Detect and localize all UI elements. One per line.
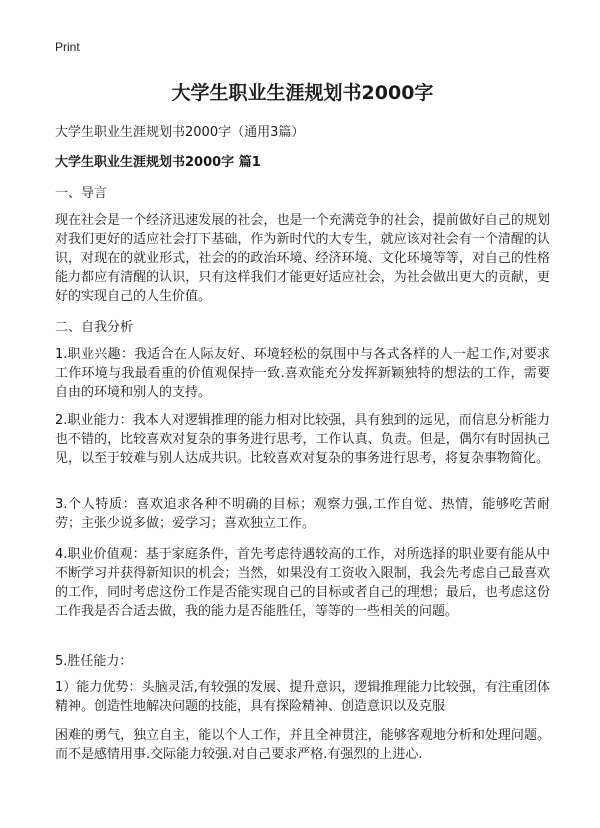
heading-intro: 一、导言 (55, 186, 108, 201)
print-button[interactable]: Print (55, 40, 80, 54)
paragraph-career-values: 4.职业价值观：基于家庭条件，首先考虑待遇较高的工作，对所选择的职业要有能从中不断学习并获得新知识的机会；当然，如果没有工资收入限制，我会先考虑自己最喜欢的工作，同时考虑这份工作是否能实现自己的目标或者自己的理想；最后，也考虑这份工作我是否合适去做，我的能力是否能胜任，等等的一些相关的问题。 (55, 547, 550, 619)
heading-self-analysis: 二、自我分析 (55, 320, 134, 335)
heading-competency: 5.胜任能力： (55, 654, 133, 669)
document-title: 大学生职业生涯规划书2000字 (171, 82, 434, 104)
paragraph-ability-continued: 困难的勇气，独立自主，能以个人工作，并且全神贯注，能够客观地分析和处理问题。而不是感情用事.交际能力较强.对自己要求严格.有强烈的上进心. (55, 728, 550, 762)
paragraph-intro: 现在社会是一个经济迅速发展的社会，也是一个充满竞争的社会，提前做好自己的规划对我们更好的适应社会打下基础，作为新时代的大专生，就应该对社会有一个清醒的认识，对现在的就业形式，社会的的政治环境、经济环境、文化环境等等，对自己的性格能力都应有清醒的认识，只有这样我们才能更好适应社会，为社会做出更大的贡献，更好的实现自己的人生价值。 (55, 213, 550, 304)
paragraph-ability-advantage: 1）能力优势：头脑灵活,有较强的发展、提升意识，逻辑推理能力比较强，有注重团体精神。创造性地解决问题的技能，具有探险精神、创造意识以及克服 (55, 680, 550, 714)
section-title: 大学生职业生涯规划书2000字 篇1 (55, 155, 261, 170)
document-subtitle: 大学生职业生涯规划书2000字（通用3篇） (55, 125, 305, 140)
paragraph-career-interest: 1.职业兴趣：我适合在人际友好、环境轻松的氛围中与各式各样的人一起工作,对要求工作环境与我最看重的价值观保持一致.喜欢能充分发挥新颖独特的想法的工作，需要自由的环境和别人的支持。 (55, 347, 550, 400)
paragraph-career-ability: 2.职业能力：我本人对逻辑推理的能力相对比较强，具有独到的远见，而信息分析能力也不错的，比较喜欢对复杂的事务进行思考，工作认真、负责。但是，偶尔有时固执己见，以至于较难与别人达成共识。比较喜欢对复杂的事务进行思考，将复杂事物简化。 (55, 413, 550, 466)
paragraph-personal-traits: 3.个人特质：喜欢追求各种不明确的目标；观察力强,工作自觉、热情，能够吃苦耐劳；主张少说多做；爱学习；喜欢独立工作。 (55, 497, 550, 531)
